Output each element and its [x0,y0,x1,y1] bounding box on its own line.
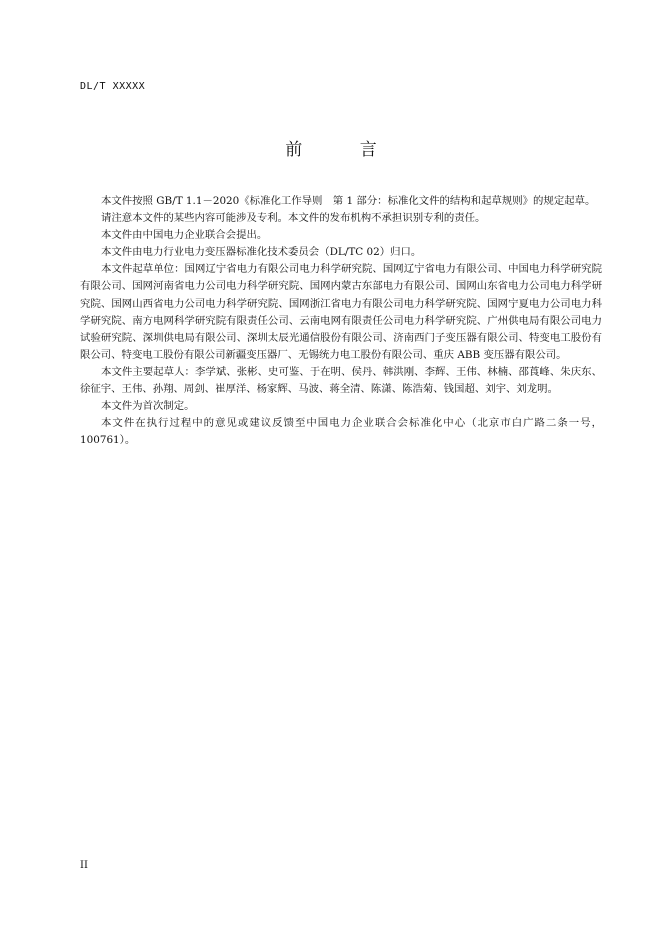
paragraph-patent-notice: 请注意本文件的某些内容可能涉及专利。本文件的发布机构不承担识别专利的责任。 [101,212,486,225]
page-title: 前 言 [285,140,403,160]
paragraph-drafting-units: 本文件起草单位：国网辽宁省电力有限公司电力科学研究院、国网辽宁省电力有限公司、中国电力科学研究院有限公司、国网河南省电力公司电力科学研究院、国网内蒙古东部电力有限公司、国网山东省电力公司电力科学研究院、国网山西省电力公司电力科学研究院、国网浙江省电力有限公司电力科学研究院、国网宁夏电力公司电力科学研究院、南方电网科学研究院有限责任公司、云南电网有限责任公司电力科学研究院、广州供电局有限公司电力试验研究院、深圳供电局有限公司、深圳太辰光通信股份有限公司、济南西门子变压器有限公司、特变电工股份有限公司、特变电工股份有限公司新疆变压器厂、无锡统力电工股份有限公司、重庆 ABB 变压器有限公司。 [80,263,602,361]
paragraph-first-edition: 本文件为首次制定。 [101,400,195,413]
page-number: II [80,860,88,871]
paragraph-drafting-rules: 本文件按照 GB/T 1.1－2020《标准化工作导则 第 1 部分：标准化文件的结构和起草规则》的规定起草。 [101,195,596,207]
paragraph-feedback: 本文件在执行过程中的意见或建议反馈至中国电力企业联合会标准化中心（北京市白广路二条一号，100761）。 [80,417,602,447]
foreword-body [80,193,602,449]
document-code: DL/T XXXXX [80,81,146,92]
paragraph-proposer: 本文件由中国电力企业联合会提出。 [101,229,268,242]
paragraph-committee: 本文件由电力行业电力变压器标准化技术委员会（DL/TC 02）归口。 [101,246,422,259]
paragraph-drafters: 本文件主要起草人：李学斌、张彬、史可鉴、于在明、侯丹、韩洪刚、李辉、王伟、林楠、邵莨峰、朱庆东、徐征宇、王伟、孙翔、周剑、崔厚洋、杨家辉、马波、蒋全清、陈潇、陈浩菊、钱国超、刘宇、刘龙明。 [80,365,602,396]
